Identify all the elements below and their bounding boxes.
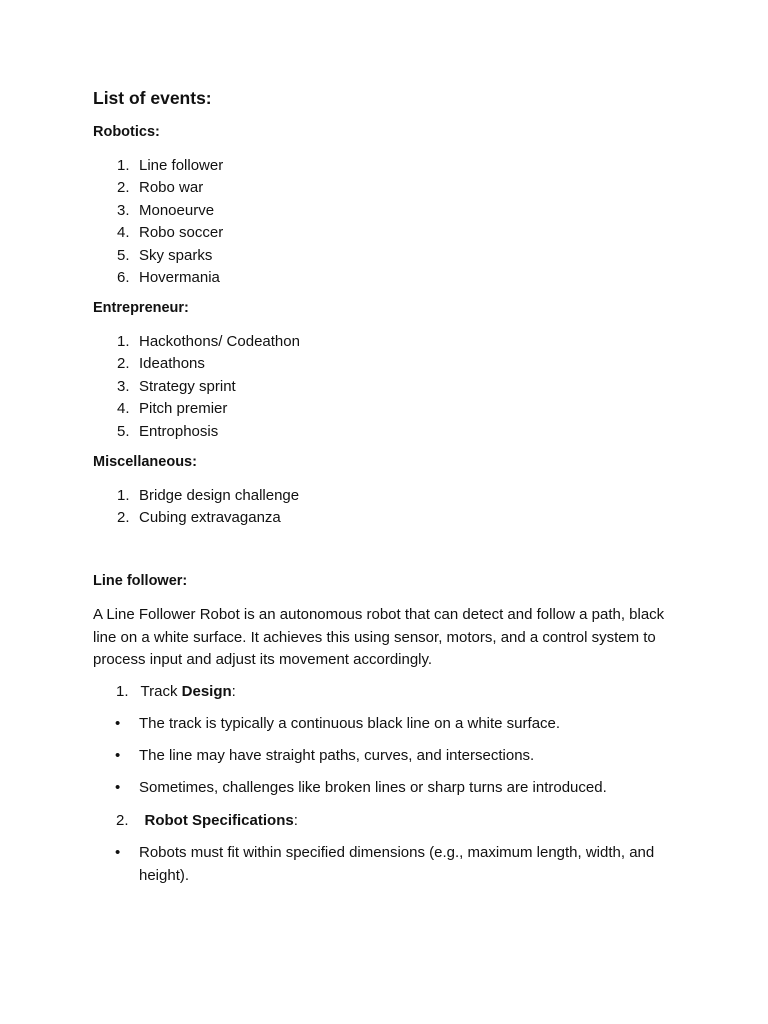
list-item: 1. Line follower	[117, 157, 224, 174]
section-heading-line-follower: Line follower:	[93, 573, 188, 589]
section-heading-robotics: Robotics:	[93, 124, 160, 140]
list-item: 5. Entrophosis	[117, 422, 219, 440]
list-item: 2. Robo war	[117, 179, 204, 197]
list-item: 6. Hovermania	[117, 268, 220, 286]
section-heading-miscellaneous: Miscellaneous:	[93, 454, 197, 470]
line-follower-intro: A Line Follower Robot is an autonomous robot that can detect and follow a path, black line on a white surface. It achieves this using sensor, motors, and a control system to process input and adjust its movement accordingly.	[93, 606, 665, 668]
list-item: 2. Ideathons	[117, 355, 205, 373]
document-title: List of events:	[93, 88, 212, 108]
list-item: 4. Pitch premier	[117, 400, 228, 418]
section-heading-entrepreneur: Entrepreneur:	[93, 300, 189, 316]
robot-specifications-heading: 2. Robot Specifications:	[116, 812, 298, 829]
list-item: 1. Bridge design challenge	[117, 487, 300, 504]
list-item: 1. Hackothons/ Codeathon	[117, 333, 300, 350]
list-item: 3. Strategy sprint	[117, 377, 236, 395]
list-item: 3. Monoeurve	[117, 201, 215, 219]
track-design-heading: 1. Track Design:	[116, 683, 236, 700]
track-bullet: • The line may have straight paths, curves, and intersections.	[115, 747, 535, 764]
list-item: 4. Robo soccer	[117, 224, 224, 242]
list-item: 5. Sky sparks	[117, 246, 213, 264]
entrepreneur-list	[93, 331, 300, 443]
robotics-list	[93, 155, 223, 289]
track-bullet: • The track is typically a continuous black line on a white surface.	[115, 715, 561, 732]
track-bullet: • Sometimes, challenges like broken lines or sharp turns are introduced.	[115, 779, 607, 796]
robot-specs-bullet: • Robots must fit within specified dimensions (e.g., maximum length, width, and height).	[115, 844, 655, 884]
list-item: 2. Cubing extravaganza	[117, 509, 281, 527]
miscellaneous-list	[93, 485, 299, 530]
